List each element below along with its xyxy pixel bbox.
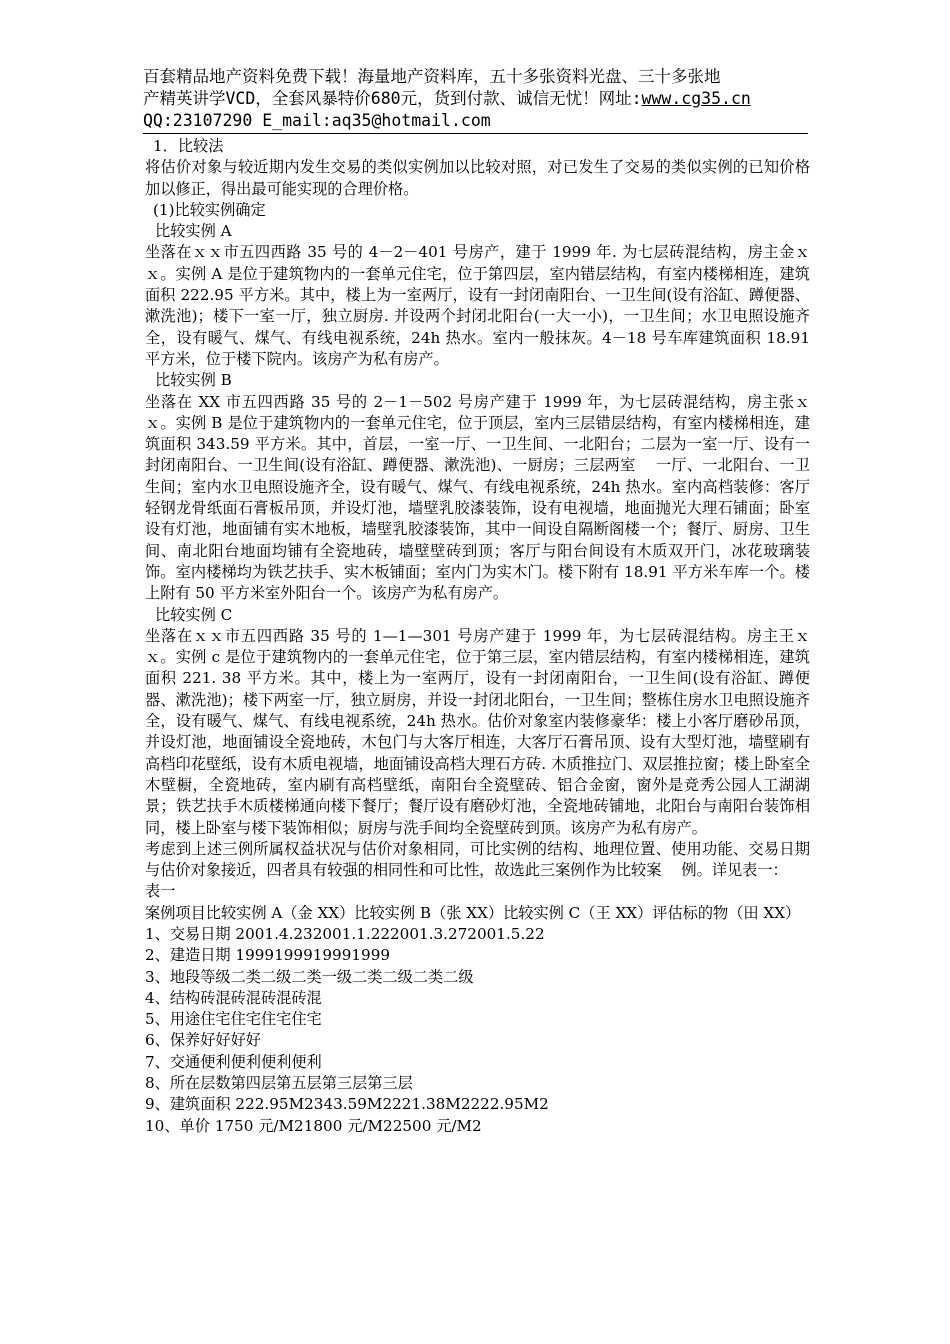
- header-line-1: 百套精品地产资料免费下载！海量地产资料库，五十多张资料光盘、三十多张地: [143, 67, 721, 86]
- header-line-2-text: 产精英讲学VCD，全套风暴特价680元，货到付款、诚信无忧！网址:: [143, 89, 642, 108]
- case-a-paragraph: 坐落在ｘｘ市五四西路 35 号的 4－2－401 号房产，建于 1999 年. 为七层砖混结构，房主金ｘｘ。实例 A 是位于建筑物内的一套单元住宅，位于第四层，室内错层结构，有室内楼梯相连，建筑面积 222.95 平方米。其中，楼上为一室两厅，设有一封闭南阳台、一卫生间(设有浴缸、蹲便器、漱洗池)；楼下一室一厅，独立厨房. 并设两个封闭北阳台(一大一小)，一卫生间；水卫电照设施齐全，设有暖气、煤气、有线电视系统，24h 热水。室内一般抹灰。4－18 号车库建筑面积 18.91 平方米，位于楼下院内。该房产为私有房产。: [145, 243, 810, 368]
- table-row: 7、交通便利便利便利便利: [145, 1052, 322, 1071]
- website-link[interactable]: www.cg35.cn: [641, 89, 751, 108]
- document-body: [145, 136, 810, 1137]
- case-a-title: 比较实例 A: [155, 222, 232, 241]
- table-row: 5、用途住宅住宅住宅住宅: [145, 1010, 322, 1029]
- header-line-3: QQ:23107290 E_mail:aq35@hotmail.com: [143, 111, 491, 130]
- table-title: 表一: [145, 882, 176, 901]
- table-row: 3、地段等级二类二级二类一级二类二级二类二级: [145, 967, 474, 986]
- table-row: 4、结构砖混砖混砖混砖混: [145, 988, 322, 1007]
- table-row: 1、交易日期 2001.4.232001.1.222001.3.272001.5.22: [145, 924, 545, 943]
- table-row: 2、建造日期 1999199919991999: [145, 946, 391, 965]
- table-row: 6、保养好好好好: [145, 1031, 261, 1050]
- case-c-title: 比较实例 C: [155, 605, 233, 624]
- table-row: 9、建筑面积 222.95M2343.59M2221.38M2222.95M2: [145, 1095, 549, 1114]
- page-header: [143, 66, 808, 132]
- section-heading: 1．比较法: [153, 137, 224, 155]
- case-b-title: 比较实例 B: [155, 371, 232, 390]
- header-line-2: [143, 88, 808, 110]
- case-c-paragraph: 坐落在ｘｘ市五四西路 35 号的 1—1—301 号房产建于 1999 年，为七层砖混结构。房主王ｘｘ。实例 c 是位于建筑物内的一套单元住宅，位于第三层，室内错层结构，有室内楼梯相连，建筑面积 221. 38 平方米。其中，楼上为一室两厅，设有一封闭南阳台，一卫生间(设有浴缸、蹲便器、漱洗池)；楼下两室一厅，独立厨房，并设一封闭北阳台，一卫生间；整栋住房水卫电照设施齐全，设有暖气、煤气、有线电视系统，24h 热水。估价对象室内装修豪华：楼上小客厅磨砂吊顶，并设灯池，地面铺设全瓷地砖，木包门与大客厅相连，大客厅石膏吊顶、设有大型灯池，墙壁刷有高档印花壁纸，设有木质电视墙，地面铺设高档大理石方砖. 木质推拉门、双层推拉窗；楼上卧室全木壁橱，全瓷地砖，室内刷有高档壁纸，南阳台全瓷壁砖、铝合金窗，窗外是竞秀公园人工湖湖景；铁艺扶手木质楼梯通向楼下餐厅；餐厅设有磨砂灯池，全瓷地砖铺地，北阳台与南阳台装饰相同，楼上卧室与楼下装饰相似；厨房与洗手间均全瓷壁砖到顶。该房产为私有房产。: [145, 626, 810, 837]
- intro-paragraph: 将估价对象与较近期内发生交易的类似实例加以比较对照，对已发生了交易的类似实例的已知价格加以修正，得出最可能实现的合理价格。: [145, 158, 810, 198]
- table-row: 8、所在层数第四层第五层第三层第三层: [145, 1074, 413, 1093]
- table-header: 案例项目比较实例 A（金 XX）比较实例 B（张 XX）比较实例 C（王 XX）评估标的物（田 XX）: [145, 903, 801, 922]
- case-b-paragraph: 坐落在 XX 市五四西路 35 号的 2－1－502 号房产建于 1999 年，为七层砖混结构，房主张ｘｘ。实例 B 是位于建筑物内的一套单元住宅，位于顶层，室内三层错层结构，有室内楼梯相连，建筑面积 343.59 平方米。其中，首层，一室一厅、一卫生间、一北阳台；二层为一室一厅、设有一封闭南阳台、一卫生间(设有浴缸、蹲便器、漱洗池)、一厨房；三层两室 一厅、一北阳台、一卫生间；室内水卫电照设施齐全，设有暖气、煤气、有线电视系统，24h 热水。室内高档装修：客厅轻钢龙骨纸面石膏板吊顶，并设灯池，墙壁乳胶漆装饰，设有电视墙，地面抛光大理石铺面；卧室设有灯池，地面铺有实木地板，墙壁乳胶漆装饰，其中一间设自隔断阁楼一个；餐厅、厨房、卫生间、南北阳台地面均铺有全瓷地砖，墙壁壁砖到顶；客厅与阳台间设有木质双开门，冰花玻璃装饰。室内楼梯均为铁艺扶手、实木板铺面；室内门为实木门。楼下附有 18.91 平方米车库一个。楼上附有 50 平方米室外阳台一个。该房产为私有房产。: [145, 392, 810, 603]
- header-divider: [143, 133, 808, 134]
- conclusion-paragraph: 考虑到上述三例所属权益状况与估价对象相同，可比实例的结构、地理位置、使用功能、交易日期与估价对象接近，四者具有较强的相同性和可比性，故选此三案例作为比较案 例。详见表一：: [145, 839, 810, 880]
- subheading: (1)比较实例确定: [153, 200, 266, 219]
- table-row: 10、单价 1750 元/M21800 元/M22500 元/M2: [145, 1116, 482, 1135]
